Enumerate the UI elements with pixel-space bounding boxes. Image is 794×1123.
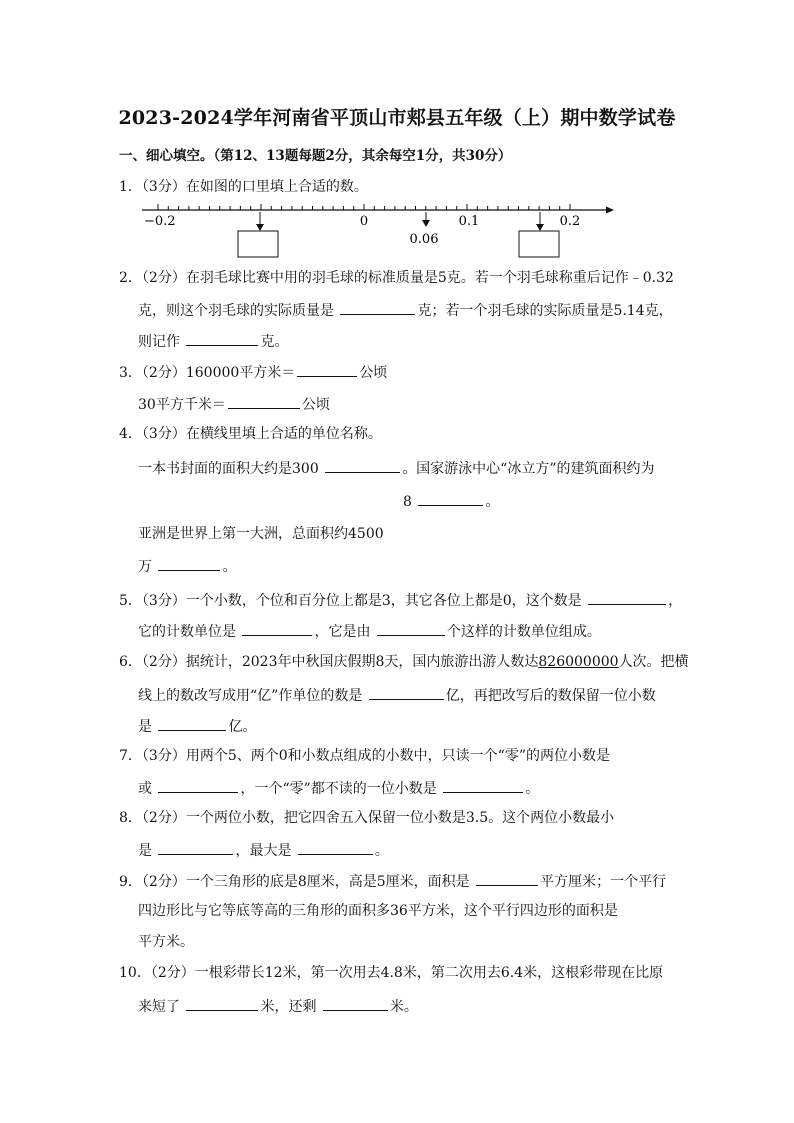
underlined-number: 826000000: [538, 654, 619, 670]
number-line-arrow: [606, 207, 614, 214]
question-text: ，最大是: [235, 843, 292, 859]
answer-blank[interactable]: [377, 620, 445, 636]
question-2-line-3: [138, 330, 288, 352]
question-2: [119, 268, 674, 288]
question-text: 则记作: [138, 334, 180, 350]
answer-blank[interactable]: [228, 393, 300, 409]
question-text: 公顷: [301, 397, 330, 413]
question-score: （3分）: [141, 748, 186, 764]
number-line-label-0.2: 0.2: [559, 214, 581, 229]
question-text: 。国家游泳中心“冰立方”的建筑面积约为: [402, 461, 655, 477]
arrowhead-right-box: [536, 224, 544, 231]
question-4-line-2: [138, 457, 655, 479]
answer-blank[interactable]: [186, 330, 258, 346]
question-9-line-2: 四边形比与它等底等高的三角形的面积多36平方米，这个平行四边形的面积是: [138, 903, 618, 919]
question-number: 9．: [119, 874, 142, 890]
question-text: 克，则这个羽毛球的实际质量是: [138, 303, 334, 319]
question-4-line-3: [403, 490, 499, 512]
question-10: [119, 963, 663, 983]
answer-blank[interactable]: [325, 457, 400, 473]
question-number: 10．: [119, 965, 151, 981]
question-text: 或: [138, 781, 152, 797]
question-text: 它的计数单位是: [138, 624, 236, 640]
question-1: [119, 177, 368, 197]
question-text: 一本书封面的面积大约是300: [138, 461, 319, 477]
question-7-line-2: [138, 777, 539, 799]
question-score: （2分）: [141, 270, 186, 286]
question-text: 亿，再把改写后的数保留一位小数: [445, 688, 656, 704]
number-line-label-neg-0.2: −0.2: [144, 214, 176, 229]
question-6: [119, 652, 689, 672]
question-number: 5．: [119, 593, 142, 609]
question-number: 2．: [119, 270, 142, 286]
question-text: 用两个5、两个0和小数点组成的小数中，只读一个“零”的两位小数是: [185, 748, 610, 764]
question-text: 在如图的口里填上合适的数。: [185, 179, 368, 195]
section-heading: 一、细心填空。（第12、13题每题2分，其余每空1分，共30分）: [119, 148, 512, 164]
answer-blank[interactable]: [340, 299, 415, 315]
question-text: 平方厘米；一个平行: [540, 874, 667, 890]
answer-blank[interactable]: [186, 995, 258, 1011]
answer-blank[interactable]: [588, 589, 666, 605]
question-score: （2分）: [141, 874, 186, 890]
question-text: 亿。: [228, 719, 257, 735]
question-5: [119, 589, 682, 611]
question-4-line-5: [138, 555, 236, 577]
question-number: 3．: [119, 365, 142, 381]
number-line-label-0: 0: [359, 214, 369, 229]
question-4: [119, 424, 382, 444]
question-text: 。: [525, 781, 540, 797]
question-text: 米，还剩: [260, 999, 317, 1015]
answer-box-right[interactable]: [519, 231, 559, 257]
question-text: 一个三角形的底是8厘米，高是5厘米，面积是: [185, 874, 470, 890]
question-text: 万: [138, 559, 152, 575]
question-text: 一个两位小数，把它四舍五入保留一位小数是3.5。这个两位小数最小: [185, 810, 615, 826]
answer-blank[interactable]: [298, 839, 373, 855]
question-9: [119, 870, 666, 892]
answer-blank[interactable]: [158, 839, 233, 855]
question-text: 在横线里填上合适的单位名称。: [185, 426, 382, 442]
answer-blank[interactable]: [158, 555, 220, 571]
question-score: （2分）: [141, 810, 186, 826]
question-number: 6．: [119, 654, 142, 670]
question-text: 是: [138, 843, 152, 859]
question-text: 30平方千米＝: [138, 397, 226, 413]
question-8: [119, 808, 614, 828]
question-2-line-2: [138, 299, 673, 321]
question-3: [119, 361, 387, 383]
question-text: ，一个“零”都不读的一位小数是: [240, 781, 437, 797]
question-number: 8．: [119, 810, 142, 826]
number-line-figure: [130, 198, 620, 263]
question-text: 8: [403, 494, 412, 510]
question-text: 米。: [389, 999, 418, 1015]
question-7: [119, 746, 610, 766]
question-4-line-4: 亚洲是世界上第一大洲，总面积约4500: [138, 526, 384, 542]
question-text: 据统计，2023年中秋国庆假期8天，国内旅游出游人数达: [185, 654, 539, 670]
answer-box-left[interactable]: [238, 231, 278, 257]
question-5-line-2: [138, 620, 601, 642]
question-text: 克。: [260, 334, 289, 350]
marked-value-label: 0.06: [409, 232, 439, 247]
answer-blank[interactable]: [476, 870, 538, 886]
question-text: 人次。把横: [618, 654, 689, 670]
question-9-line-3: 平方米。: [138, 934, 194, 950]
question-8-line-2: [138, 839, 389, 861]
question-3-line-2: [138, 393, 330, 415]
question-text: 。: [222, 559, 237, 575]
question-text: 一根彩带长12米，第一次用去4.8米，第二次用去6.4米，这根彩带现在比原: [194, 965, 664, 981]
answer-blank[interactable]: [418, 490, 483, 506]
question-score: （2分）: [141, 654, 186, 670]
question-score: （3分）: [141, 593, 186, 609]
number-line-ticks: [158, 204, 570, 210]
question-score: （3分）: [141, 179, 186, 195]
question-number: 7．: [119, 748, 142, 764]
question-score: （2分）: [150, 965, 195, 981]
question-number: 1．: [119, 179, 142, 195]
question-text: ，它是由: [314, 624, 371, 640]
question-6-line-2: [138, 684, 656, 706]
answer-blank[interactable]: [297, 361, 357, 377]
number-line-label-0.1: 0.1: [458, 214, 480, 229]
question-text: 。: [485, 494, 500, 510]
question-6-line-3: [138, 715, 256, 737]
question-text: 是: [138, 719, 152, 735]
question-text: 在羽毛球比赛中用的羽毛球的标准质量是5克。若一个羽毛球称重后记作﹣0.32: [185, 270, 674, 286]
answer-blank[interactable]: [369, 684, 444, 700]
question-text: 线上的数改写成用“亿”作单位的数是: [138, 688, 363, 704]
question-text: 个这样的计数单位组成。: [446, 624, 601, 640]
arrowhead-0.06: [422, 220, 430, 227]
question-score: （3分）: [141, 426, 186, 442]
answer-blank[interactable]: [443, 777, 523, 793]
answer-blank[interactable]: [158, 777, 238, 793]
answer-blank[interactable]: [323, 995, 388, 1011]
question-text: 一个小数，个位和百分位上都是3，其它各位上都是0，这个数是: [185, 593, 582, 609]
question-score: （2分）: [141, 365, 186, 381]
arrowhead-left-box: [256, 224, 264, 231]
question-text: 来短了: [138, 999, 180, 1015]
question-10-line-2: [138, 995, 418, 1017]
question-text: ，: [668, 593, 683, 609]
question-text: 克；若一个羽毛球的实际质量是5.14克，: [417, 303, 673, 319]
answer-blank[interactable]: [158, 715, 226, 731]
question-text: 。: [374, 843, 389, 859]
answer-blank[interactable]: [242, 620, 312, 636]
question-text: 公顷: [359, 365, 388, 381]
question-number: 4．: [119, 426, 142, 442]
question-text: 160000平方米＝: [185, 365, 296, 381]
exam-title: 2023-2024学年河南省平顶山市郏县五年级（上）期中数学试卷: [118, 107, 676, 129]
